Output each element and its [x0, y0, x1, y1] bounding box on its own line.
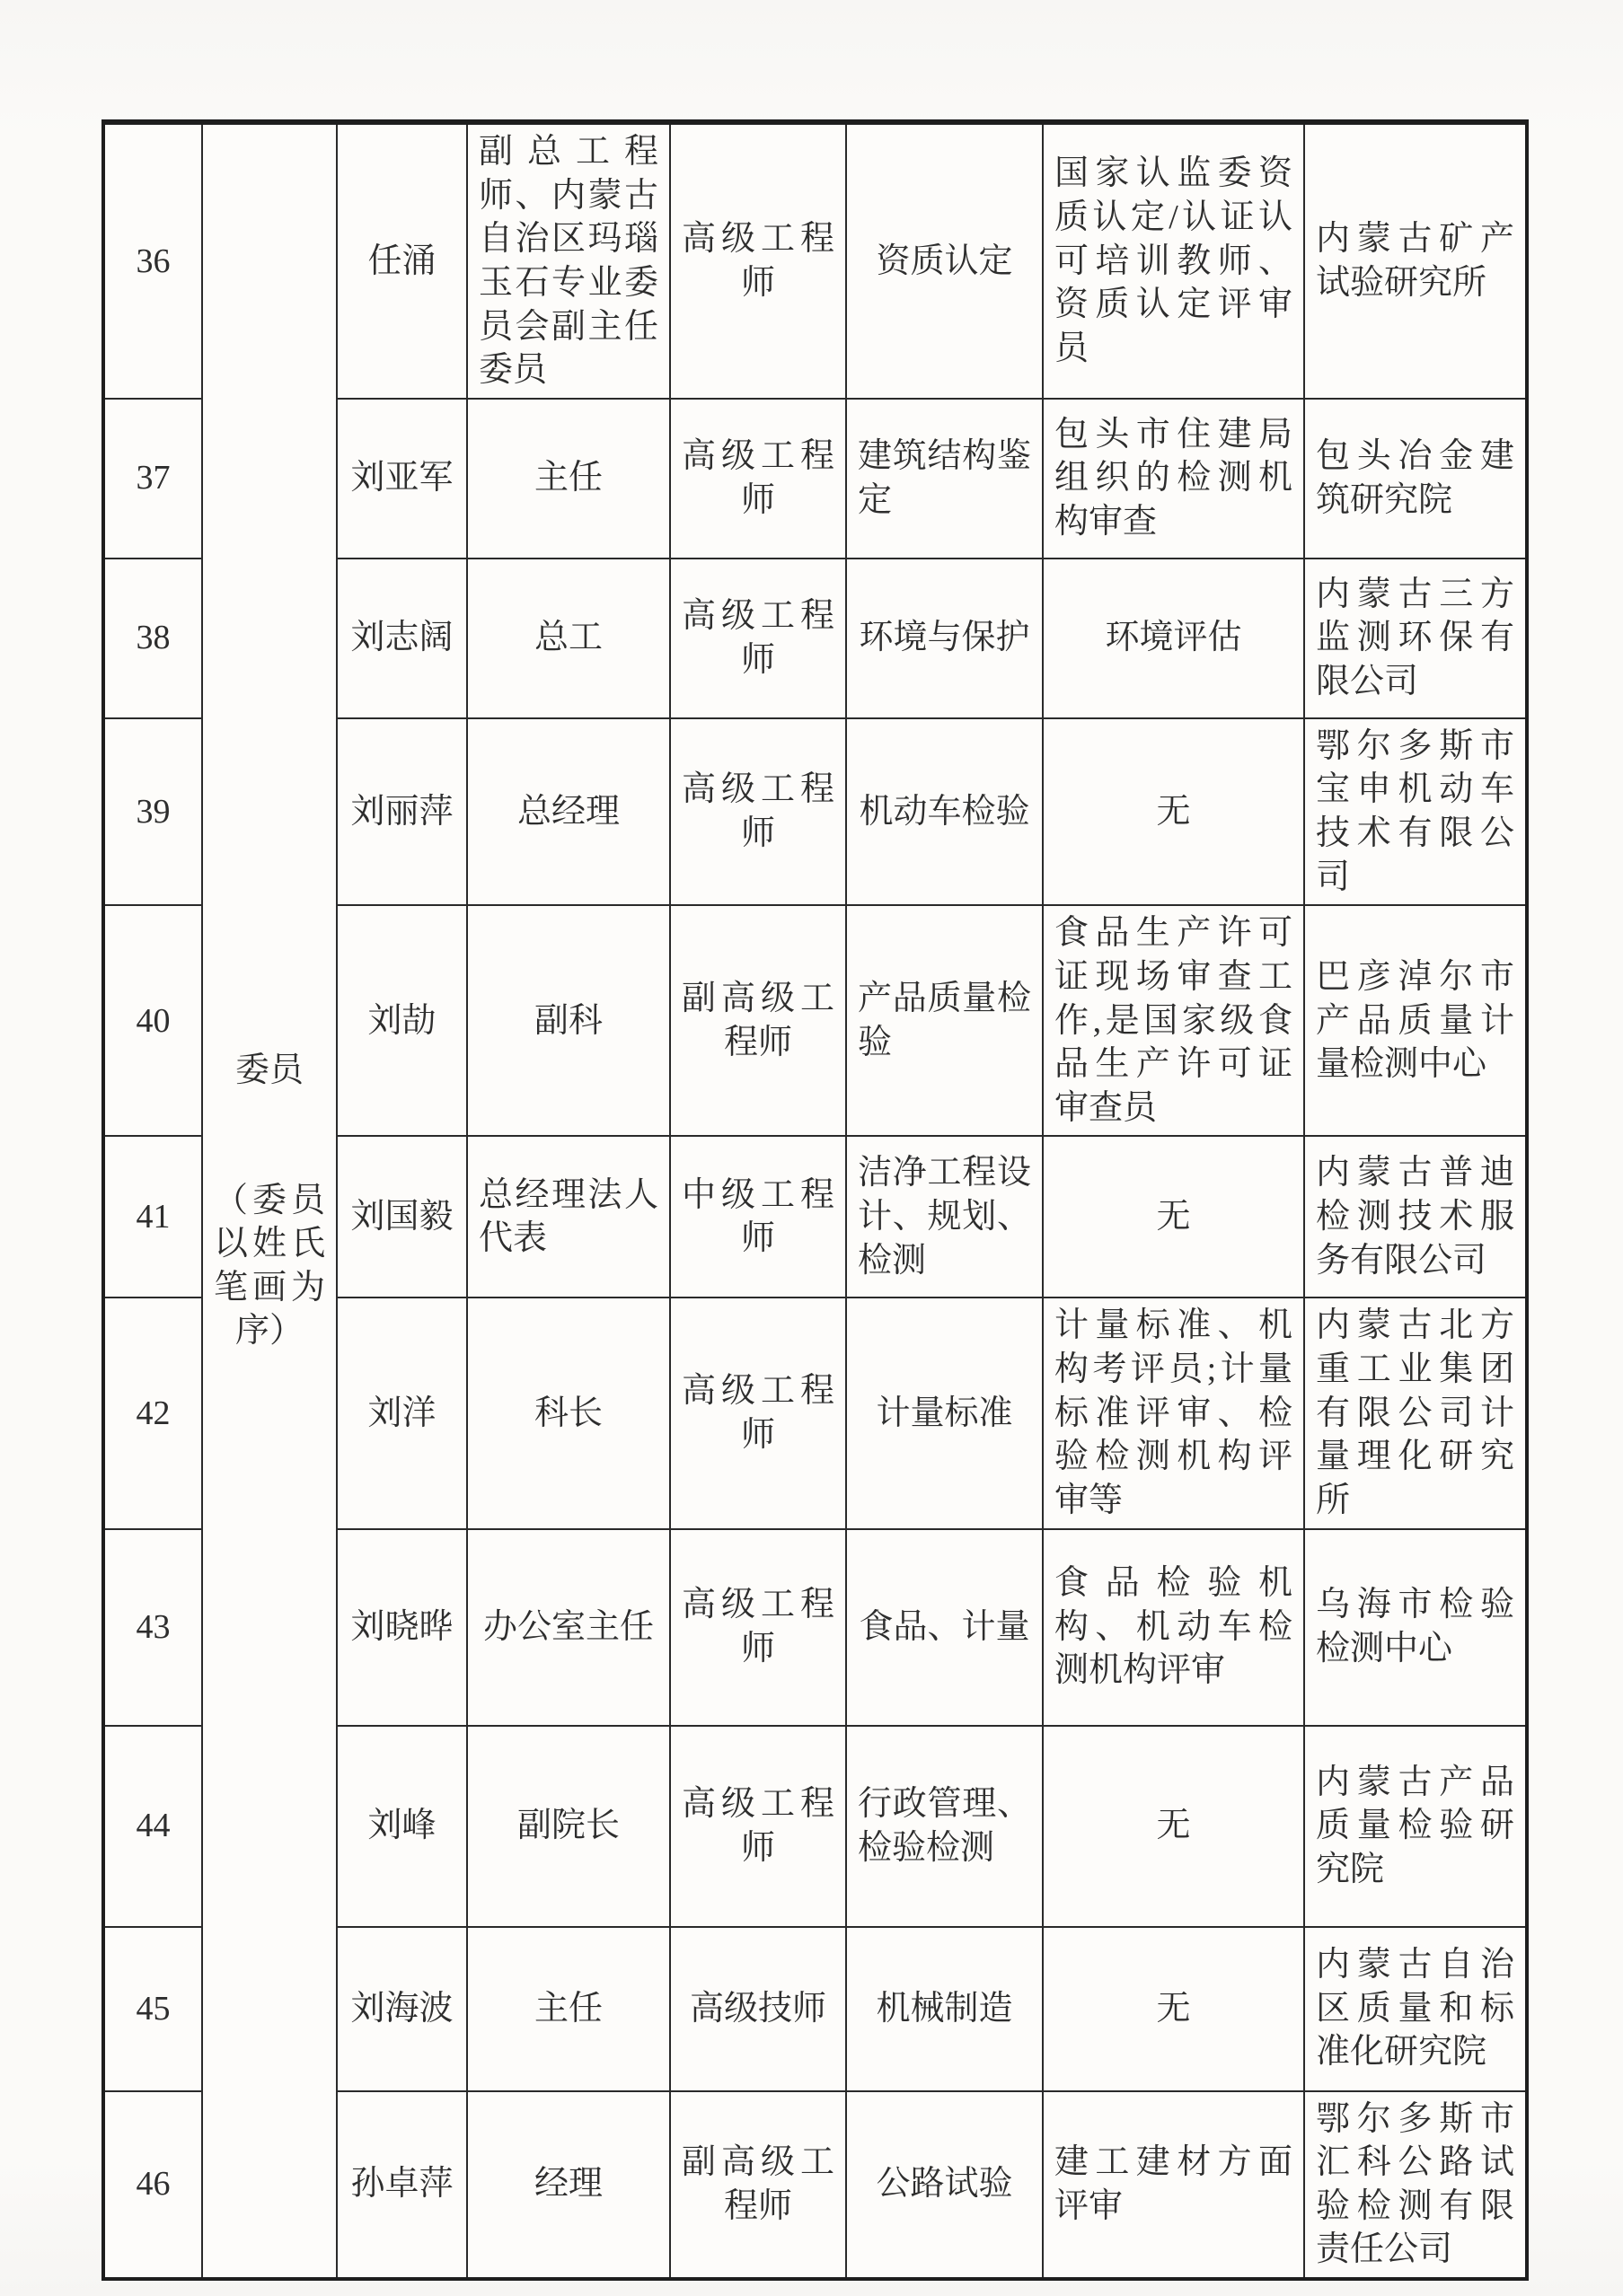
name-text: 刘晓晔: [350, 1607, 454, 1646]
cell-row-number: 43: [103, 1529, 202, 1726]
experience-text: 无: [1156, 1989, 1191, 2028]
name-text: 刘亚军: [350, 459, 454, 497]
cell-specialty: [846, 1927, 1043, 2091]
cell-organization: [1304, 559, 1527, 718]
cell-name: [337, 1529, 467, 1726]
cell-position: [467, 399, 670, 559]
cell-name: [337, 1927, 467, 2091]
experience-text: 无: [1156, 1807, 1191, 1845]
position-text: 副总工程师、内蒙古自治区玛瑙玉石专业委员会副主任委员: [479, 133, 658, 390]
cell-organization: [1304, 718, 1527, 906]
cell-position: [467, 1298, 670, 1528]
experience-text: 无: [1156, 792, 1191, 831]
cell-name: [337, 905, 467, 1136]
specialty-text: 产品质量检验: [858, 980, 1031, 1061]
cell-experience: [1043, 2091, 1304, 2280]
cell-organization: [1304, 399, 1527, 559]
cell-row-number: 39: [103, 718, 202, 906]
name-text: 刘劼: [367, 1001, 437, 1040]
cell-row-number: 40: [103, 905, 202, 1136]
experience-text: 环境评估: [1105, 619, 1242, 657]
position-text: 副科: [534, 1001, 603, 1040]
cell-experience: [1043, 1298, 1304, 1528]
category-note: （委员以姓氏笔画为序）: [214, 1181, 325, 1350]
specialty-text: 环境与保护: [859, 619, 1030, 657]
cell-title: [670, 559, 846, 718]
experience-text: 包头市住建局组织的检测机构审查: [1054, 415, 1292, 541]
organization-text: 内蒙古三方监测环保有限公司: [1316, 575, 1514, 701]
cell-row-number: 44: [103, 1726, 202, 1927]
cell-title: [670, 1136, 846, 1298]
cell-organization: [1304, 1136, 1527, 1298]
name-text: 刘洋: [367, 1394, 437, 1432]
experience-text: 食品生产许可证现场审查工作,是国家级食品生产许可证审查员: [1054, 914, 1292, 1127]
cell-experience: [1043, 1726, 1304, 1927]
cell-row-number: 38: [103, 559, 202, 718]
position-text: 科长: [534, 1394, 603, 1432]
cell-row-number: 46: [103, 2091, 202, 2280]
cell-title: [670, 718, 846, 906]
organization-text: 内蒙古矿产试验研究所: [1316, 220, 1514, 302]
cell-category-merged: [202, 122, 337, 2279]
cell-organization: [1304, 1927, 1527, 2091]
title-text: 高级工程师: [682, 1586, 834, 1667]
cell-title: [670, 1927, 846, 2091]
cell-position: [467, 1136, 670, 1298]
specialty-text: 资质认定: [876, 242, 1013, 280]
experience-text: 计量标准、机构考评员;计量标准评审、检验检测机构评审等: [1054, 1306, 1292, 1519]
table-row: [103, 122, 1527, 399]
cell-name: [337, 399, 467, 559]
position-text: 主任: [534, 459, 603, 497]
cell-specialty: [846, 1136, 1043, 1298]
specialty-text: 洁净工程设计、规划、检测: [858, 1154, 1031, 1280]
name-text: 刘峰: [367, 1807, 437, 1845]
specialty-text: 计量标准: [876, 1394, 1013, 1432]
cell-name: [337, 1726, 467, 1927]
cell-name: [337, 559, 467, 718]
cell-row-number: 36: [103, 122, 202, 399]
position-text: 总工: [534, 619, 603, 657]
organization-text: 乌海市检验检测中心: [1316, 1586, 1514, 1667]
cell-specialty: [846, 905, 1043, 1136]
cell-organization: [1304, 122, 1527, 399]
cell-experience: [1043, 122, 1304, 399]
position-text: 主任: [534, 1989, 603, 2028]
organization-text: 内蒙古自治区质量和标准化研究院: [1316, 1946, 1514, 2072]
title-text: 高级工程师: [682, 770, 834, 852]
name-text: 刘志阔: [350, 619, 454, 657]
cell-name: [337, 122, 467, 399]
specialty-text: 公路试验: [876, 2165, 1013, 2204]
organization-text: 包头冶金建筑研究院: [1316, 437, 1514, 519]
cell-name: [337, 1136, 467, 1298]
cell-specialty: [846, 1726, 1043, 1927]
specialty-text: 机械制造: [876, 1989, 1013, 2028]
experience-text: 建工建材方面评审: [1054, 2143, 1292, 2225]
cell-experience: [1043, 1136, 1304, 1298]
cell-experience: [1043, 559, 1304, 718]
committee-members-table: [101, 119, 1529, 2281]
title-text: 高级技师: [689, 1989, 826, 2028]
cell-specialty: [846, 122, 1043, 399]
cell-title: [670, 905, 846, 1136]
organization-text: 内蒙古北方重工业集团有限公司计量理化研究所: [1316, 1306, 1514, 1519]
name-text: 刘国毅: [350, 1198, 454, 1236]
title-text: 中级工程师: [682, 1175, 834, 1258]
cell-name: [337, 718, 467, 906]
cell-specialty: [846, 1529, 1043, 1726]
cell-position: [467, 718, 670, 906]
organization-text: 内蒙古普迪检测技术服务有限公司: [1316, 1154, 1514, 1280]
cell-specialty: [846, 1298, 1043, 1528]
cell-specialty: [846, 2091, 1043, 2280]
cell-specialty: [846, 399, 1043, 559]
specialty-text: 机动车检验: [859, 792, 1030, 831]
position-text: 副院长: [516, 1807, 620, 1845]
organization-text: 巴彦淖尔市产品质量计量检测中心: [1316, 957, 1514, 1084]
table-body: [103, 122, 1527, 2279]
cell-organization: [1304, 905, 1527, 1136]
cell-row-number: 41: [103, 1136, 202, 1298]
specialty-text: 建筑结构鉴定: [858, 437, 1031, 519]
cell-experience: [1043, 399, 1304, 559]
cell-position: [467, 905, 670, 1136]
cell-position: [467, 559, 670, 718]
cell-position: [467, 2091, 670, 2280]
cell-title: [670, 1298, 846, 1528]
name-text: 刘丽萍: [350, 792, 454, 831]
specialty-text: 行政管理、检验检测: [858, 1784, 1031, 1867]
experience-text: 国家认监委资质认定/认证认可培训教师、资质认定评审员: [1054, 154, 1292, 367]
position-text: 办公室主任: [482, 1607, 654, 1646]
cell-specialty: [846, 559, 1043, 718]
cell-name: [337, 2091, 467, 2280]
cell-title: [670, 122, 846, 399]
cell-specialty: [846, 718, 1043, 906]
cell-name: [337, 1298, 467, 1528]
cell-position: [467, 122, 670, 399]
cell-row-number: 42: [103, 1298, 202, 1528]
experience-text: 无: [1156, 1198, 1191, 1236]
title-text: 高级工程师: [682, 597, 834, 679]
cell-organization: [1304, 1726, 1527, 1927]
cell-title: [670, 1529, 846, 1726]
specialty-text: 食品、计量: [859, 1607, 1030, 1646]
title-text: 高级工程师: [682, 220, 834, 302]
cell-position: [467, 1927, 670, 2091]
cell-organization: [1304, 2091, 1527, 2280]
cell-position: [467, 1726, 670, 1927]
title-text: 副高级工程师: [682, 980, 834, 1061]
cell-experience: [1043, 1927, 1304, 2091]
cell-title: [670, 1726, 846, 1927]
cell-experience: [1043, 905, 1304, 1136]
title-text: 高级工程师: [682, 1372, 834, 1454]
name-text: 孙卓萍: [350, 2165, 454, 2204]
title-text: 副高级工程师: [682, 2143, 834, 2225]
title-text: 高级工程师: [682, 1784, 834, 1867]
title-text: 高级工程师: [682, 437, 834, 519]
position-text: 经理: [534, 2165, 603, 2204]
organization-text: 鄂尔多斯市宝申机动车技术有限公司: [1316, 726, 1514, 896]
cell-row-number: 45: [103, 1927, 202, 2091]
name-text: 刘海波: [350, 1989, 454, 2028]
position-text: 总经理: [516, 792, 620, 831]
cell-organization: [1304, 1529, 1527, 1726]
category-label: 委员: [234, 1051, 304, 1089]
cell-title: [670, 2091, 846, 2280]
cell-experience: [1043, 1529, 1304, 1726]
cell-organization: [1304, 1298, 1527, 1528]
cell-title: [670, 399, 846, 559]
organization-text: 鄂尔多斯市汇科公路试验检测有限责任公司: [1316, 2099, 1514, 2269]
experience-text: 食品检验机构、机动车检测机构评审: [1054, 1564, 1292, 1690]
cell-experience: [1043, 718, 1304, 906]
cell-position: [467, 1529, 670, 1726]
name-text: 任涌: [367, 242, 437, 280]
organization-text: 内蒙古产品质量检验研究院: [1316, 1763, 1514, 1888]
cell-row-number: 37: [103, 399, 202, 559]
position-text: 总经理法人代表: [479, 1175, 658, 1258]
